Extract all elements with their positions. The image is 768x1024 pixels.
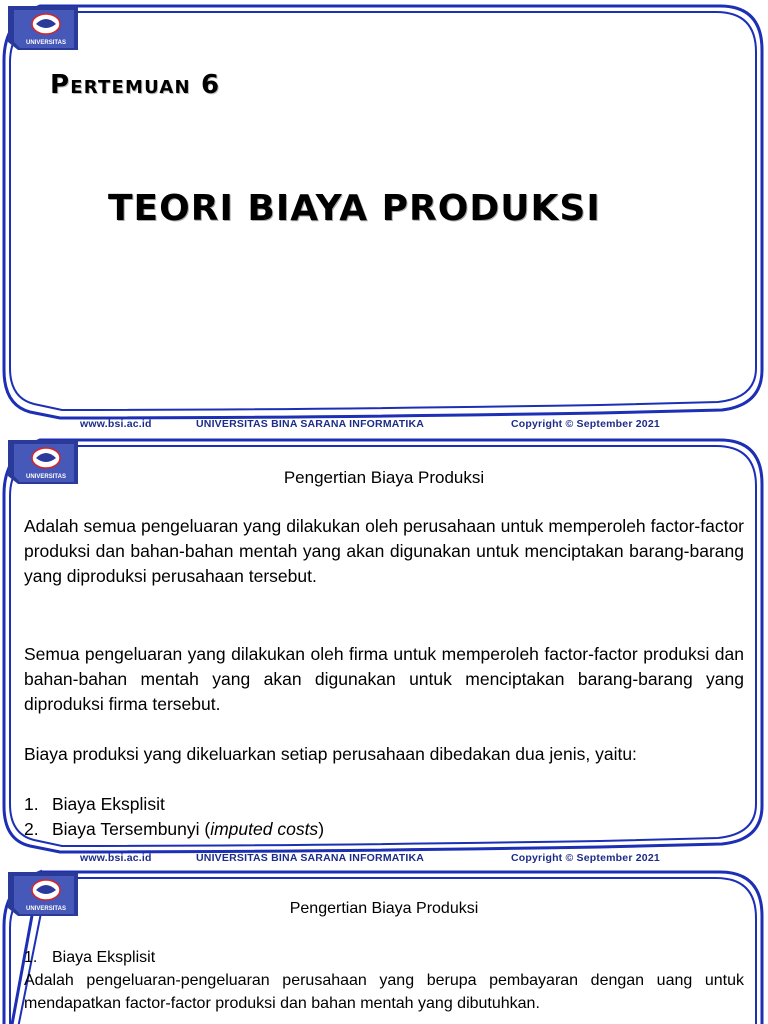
list-number: 2. <box>24 819 39 839</box>
slide-heading: Pengertian Biaya Produksi <box>283 468 485 487</box>
meeting-label: Pertemuan 6 <box>50 70 221 100</box>
list-number: 1. <box>24 794 39 814</box>
slide-2 <box>0 436 768 866</box>
footer-copyright: Copyright © September 2021 <box>511 418 660 430</box>
university-logo <box>6 4 80 52</box>
footer-url: www.bsi.ac.id <box>80 852 152 864</box>
list-text-close: ) <box>318 819 325 839</box>
slide-3 <box>0 868 768 1024</box>
logo-text: UNIVERSITAS <box>26 474 66 480</box>
slide-heading: Pengertian Biaya Produksi <box>289 900 479 917</box>
list-text: Biaya Tersembunyi ( <box>52 819 211 839</box>
slide-footer <box>0 852 768 866</box>
list-number: 1. <box>24 949 38 966</box>
list-item <box>24 817 324 842</box>
cost-types-list <box>24 792 324 842</box>
list-item <box>24 792 324 817</box>
footer-university: UNIVERSITAS BINA SARANA INFORMATIKA <box>196 418 425 430</box>
definition-paragraph-1: Adalah semua pengeluaran yang dilakukan oleh perusahaan untuk memperoleh factor-factor produksi dan bahan-bahan mentah yang akan digunakan untuk menciptakan barang-barang yang diproduksi perusahaan tersebut. <box>24 516 744 586</box>
definition-paragraph-3: Biaya produksi yang dikeluarkan setiap perusahaan dibedakan dua jenis, yaitu: <box>24 744 637 764</box>
footer-url: www.bsi.ac.id <box>80 418 152 430</box>
slide-1 <box>0 0 768 434</box>
slide-footer <box>0 418 768 432</box>
definition-paragraph: Adalah pengeluaran-pengeluaran perusahaan yang berupa pembayaran dengan uang untuk mendapatkan factor-factor produksi dan bahan mentah yang dibutuhkan. <box>24 972 744 1012</box>
definition-paragraph-2: Semua pengeluaran yang dilakukan oleh firma untuk memperoleh factor-factor produksi dan bahan-bahan mentah yang akan digunakan untuk menciptakan barang-barang yang diproduksi firma tersebut. <box>24 644 744 714</box>
footer-copyright: Copyright © September 2021 <box>511 852 660 864</box>
slide-title: TEORI BIAYA PRODUKSI <box>108 188 601 229</box>
logo-text: UNIVERSITAS <box>26 40 66 46</box>
list-item <box>24 946 744 969</box>
list-text: Biaya Eksplisit <box>52 949 156 966</box>
list-text-italic: imputed costs <box>210 819 319 839</box>
footer-university: UNIVERSITAS BINA SARANA INFORMATIKA <box>196 852 425 864</box>
logo-text: UNIVERSITAS <box>26 906 66 912</box>
list-text: Biaya Eksplisit <box>52 794 165 814</box>
